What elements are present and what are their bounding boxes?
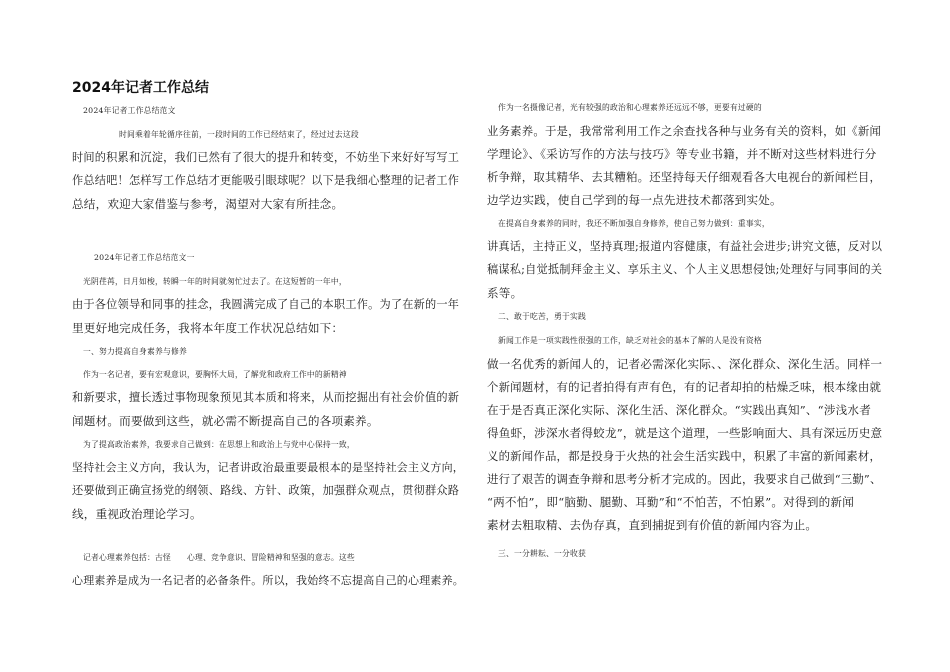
paragraph-line: 稿谋私;自觉抵制拜金主义、享乐主义、个人主义思想侵蚀;处理好与同事间的关 [487, 263, 883, 276]
paragraph-line: 做一名优秀的新闻人的，记者必需深化实际、、深化群众、深化生活。同样一 [487, 357, 883, 371]
paragraph-line: 学理论》、《采访写作的方法与技巧》等专业书籍，并不断对这些材料进行分 [487, 147, 877, 161]
section-heading: 2024年记者工作总结范文一 [94, 253, 195, 262]
paragraph-line: 由于各位领导和同事的挂念，我圆满完成了自己的本职工作。为了在新的一年 [72, 298, 460, 311]
paragraph-line: 为了提高政治素养，我要求自己做到：在思想上和政治上与党中心保持一致， [83, 440, 355, 449]
paragraph-line: 边学边实践，使自己学到的每一点先进技术都落到实处。 [487, 193, 782, 207]
paragraph-line: 光阴荏苒，日月如梭，转瞬一年的时间就匆忙过去了。在这短暂的一年中， [83, 277, 347, 286]
paragraph-line: 得鱼虾，涉深水者得蛟龙”，就是这个道理，一些影响面大、具有深远历史意 [487, 426, 883, 440]
paragraph-line: 义的新闻作品，都是投身于火热的社会生活实践中，积累了丰富的新闻素材， [487, 449, 882, 463]
paragraph-line: 素材去粗取精、去伪存真，直到捕捉到有价值的新闻内容为止。 [487, 518, 818, 532]
paragraph-line: 坚持社会主义方向，我认为，记者讲政治最重要最根本的是坚持社会主义方向， [72, 461, 464, 474]
paragraph-line: 作为一名记者，要有宏观意识，要胸怀大局，了解党和政府工作中的新精神 [83, 370, 347, 379]
paragraph-line: 系等。 [487, 286, 523, 300]
paragraph-line: 个新闻题材，有的记者拍得有声有色，有的记者却拍的枯燥乏味，根本缘由就 [487, 380, 882, 394]
paragraph-line: 在提高自身素养的同时，我还不断加强自身修养，使自己努力做到：重事实， [498, 219, 770, 228]
paragraph-line: 业务素养。于是，我常常利用工作之余查找各种与业务有关的资料，如《新闻 [487, 124, 882, 138]
paragraph-line: 讲真话，主持正义，坚持真理;报道内容健康，有益社会进步;讲究文德，反对以 [487, 240, 883, 253]
paragraph-line: 在于是否真正深化实际、深化生活、深化群众。“实践出真知”、“涉浅水者 [487, 403, 871, 417]
paragraph-line: 时间的积累和沉淀，我们已然有了很大的提升和转变，不妨坐下来好好写写工 [72, 151, 460, 164]
paragraph-line: 里更好地完成任务，我将本年度工作状况总结如下： [72, 321, 344, 335]
section-heading: 一、努力提高自身素养与修养 [83, 347, 187, 356]
paragraph-line: 总结，欢迎大家借鉴与参考，渴望对大家有所挂念。 [72, 197, 344, 211]
paragraph-line: “两不怕”，即“脑勤、腿勤、耳勤”和“不怕苦，不怕累”。对得到的新闻 [487, 495, 854, 509]
paragraph-line: 记者心理素养包括：古怪 心理、竞争意识、冒险精神和坚强的意志。这些 [83, 553, 355, 562]
paragraph-line: 析争辩，取其精华、去其糟粕。还坚持每天仔细观看各大电视台的新闻栏目， [487, 170, 882, 184]
paragraph-line: 作为一名摄像记者，光有较强的政治和心理素养还远远不够，更要有过硬的 [498, 103, 762, 112]
section-heading: 二、敢于吃苦，勇于实践 [498, 312, 586, 321]
paragraph-line: 新闻工作是一项实践性很强的工作，缺乏对社会的基本了解的人是没有资格 [498, 336, 762, 345]
paragraph-line: 心理素养是成为一名记者的必备条件。所以，我始终不忘提高自己的心理素养。 [72, 574, 464, 587]
paragraph-line: 作总结吧！怎样写工作总结才更能吸引眼球呢？以下是我细心整理的记者工作 [72, 174, 460, 187]
paragraph-line: 时间乘着年轮循序往前，一段时间的工作已经结束了，经过过去这段 [119, 130, 359, 139]
section-heading: 三、一分耕耘、一分收获 [498, 549, 586, 558]
paragraph-line: 还要做到正确宣扬党的纲领、路线、方针、政策，加强群众观点，贯彻群众路 [72, 484, 460, 497]
paragraph-line: 进行了艰苦的调查争辩和思考分析才完成的。因此，我要求自己做到“三勤”、 [487, 472, 882, 486]
subtitle: 2024年记者工作总结范文 [83, 106, 176, 115]
document-title: 2024年记者工作总结 [72, 80, 209, 96]
paragraph-line: 线，重视政治理论学习。 [72, 507, 202, 521]
paragraph-line: 闻题材。而要做到这些，就必需不断提高自己的各项素养。 [72, 414, 379, 428]
paragraph-line: 和新要求，擅长透过事物现象预见其本质和将来，从而挖掘出有社会价值的新 [72, 391, 460, 404]
